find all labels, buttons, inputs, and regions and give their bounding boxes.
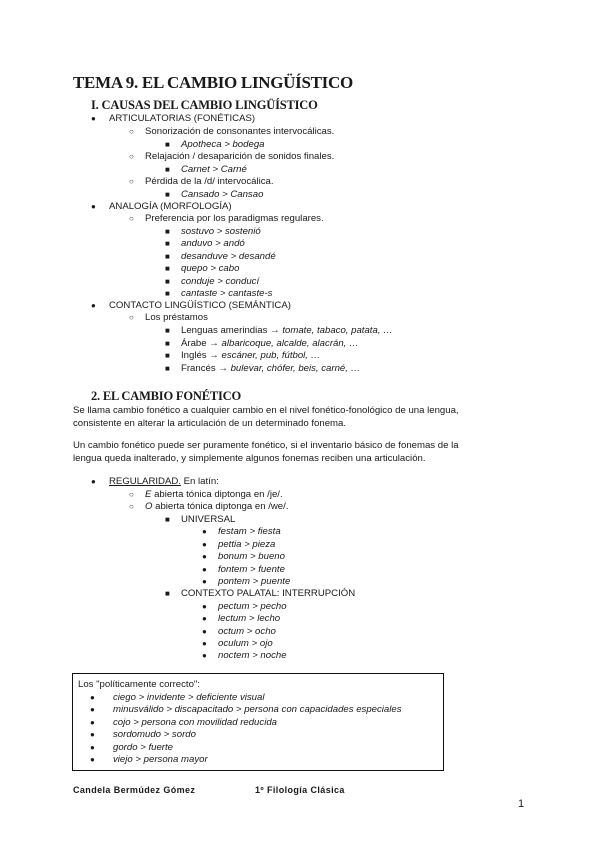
example-item: Apotheca > bodega — [181, 139, 265, 150]
regularidad-row — [109, 476, 219, 488]
note-item: sordomudo > sordo — [113, 729, 196, 740]
circle-bullet-icon: ○ — [129, 214, 134, 223]
vowel-o: O — [145, 501, 153, 512]
list-item: Los préstamos — [145, 312, 208, 323]
loan-words: albaricoque, alcalde, alacrán, … — [221, 338, 359, 349]
bullet-icon: ● — [202, 577, 207, 586]
example-item: desanduve > desandé — [181, 251, 276, 262]
loanword-row — [181, 363, 360, 375]
note-item: cojo > persona con movilidad reducida — [113, 717, 277, 728]
bullet-icon: ● — [202, 565, 207, 574]
example-item: pettia > pieza — [218, 539, 276, 550]
square-bullet-icon: ■ — [165, 277, 170, 286]
example-item: pectum > pecho — [218, 601, 287, 612]
bullet-icon: ● — [202, 627, 207, 636]
loan-source: Árabe → — [181, 338, 219, 349]
bullet-icon: ● — [202, 540, 207, 549]
example-item: noctem > noche — [218, 650, 287, 661]
list-item: Relajación / desaparición de sonidos finales. — [145, 151, 335, 162]
square-bullet-icon: ■ — [165, 239, 170, 248]
bullet-icon: ● — [90, 755, 95, 764]
list-item: Sonorización de consonantes intervocálicas. — [145, 126, 335, 137]
bullet-icon: ● — [202, 651, 207, 660]
square-bullet-icon: ■ — [165, 227, 170, 236]
bullet-icon: ● — [90, 693, 95, 702]
example-item: lectum > lecho — [218, 613, 281, 624]
paragraph-line: Se llama cambio fonético a cualquier cambio en el nivel fonético-fonológico de una lengua, — [73, 405, 459, 416]
example-item: anduvo > andó — [181, 238, 245, 249]
articulatorias-label: ARTICULATORIAS (FONÉTICAS) — [109, 113, 256, 124]
list-item: Preferencia por los paradigmas regulares. — [145, 213, 324, 224]
regularidad-label: REGULARIDAD. — [109, 476, 181, 487]
example-item: cantaste > cantaste-s — [181, 288, 273, 299]
loan-source: Lenguas amerindias → — [181, 325, 280, 336]
example-item: Cansado > Cansao — [181, 189, 264, 200]
bullet-icon: ● — [202, 552, 207, 561]
list-item — [145, 489, 283, 501]
palatal-label: CONTEXTO PALATAL: INTERRUPCIÓN — [181, 588, 356, 599]
bullet-icon: ● — [90, 705, 95, 714]
note-item: minusválido > discapacitado > persona con capacidades especiales — [113, 704, 402, 715]
paragraph-line: consistente en alterar la articulación de un determinado fonema. — [73, 418, 347, 429]
bullet-icon: ● — [202, 639, 207, 648]
loan-source: Francés → — [181, 363, 228, 374]
example-item: Carnet > Carné — [181, 164, 247, 175]
note-item: gordo > fuerte — [113, 742, 174, 753]
example-item: pontem > puente — [218, 576, 291, 587]
square-bullet-icon: ■ — [165, 326, 170, 335]
note-item: viejo > persona mayor — [113, 754, 208, 765]
bullet-icon: ● — [90, 743, 95, 752]
section-2-heading: 2. EL CAMBIO FONÉTICO — [91, 389, 241, 403]
vowel-o-rest: abierta tónica diptonga en /we/. — [152, 501, 289, 512]
square-bullet-icon: ■ — [165, 140, 170, 149]
analogia-label: ANALOGÍA (MORFOLOGÍA) — [109, 201, 232, 212]
square-bullet-icon: ■ — [165, 339, 170, 348]
regularidad-suffix: En latín: — [180, 476, 219, 487]
contacto-label: CONTACTO LINGÜÍSTICO (SEMÁNTICA) — [109, 300, 291, 311]
square-bullet-icon: ■ — [165, 589, 170, 598]
example-item: conduje > conducí — [181, 276, 260, 287]
square-bullet-icon: ■ — [165, 364, 170, 373]
square-bullet-icon: ■ — [165, 252, 170, 261]
page-title: TEMA 9. EL CAMBIO LINGÜÍSTICO — [73, 73, 353, 92]
square-bullet-icon: ■ — [165, 165, 170, 174]
square-bullet-icon: ■ — [165, 264, 170, 273]
example-item: sostuvo > sostenió — [181, 226, 261, 237]
bullet-icon: ● — [91, 202, 96, 211]
paragraph-line: Un cambio fonético puede ser puramente fonético, si el inventario básico de fonemas de la — [73, 440, 459, 451]
example-item: quepo > cabo — [181, 263, 240, 274]
bullet-icon: ● — [202, 602, 207, 611]
list-item: Pérdida de la /d/ intervocálica. — [145, 176, 274, 187]
loan-words: escáner, pub, fútbol, … — [221, 350, 321, 361]
circle-bullet-icon: ○ — [129, 177, 134, 186]
note-item: ciego > invidente > deficiente visual — [113, 692, 265, 703]
square-bullet-icon: ■ — [165, 351, 170, 360]
bullet-icon: ● — [91, 301, 96, 310]
list-item — [145, 501, 288, 513]
paragraph-line: lengua queda inalterado, y simplemente algunos fonemas reciben una articulación. — [73, 453, 426, 464]
universal-label: UNIVERSAL — [181, 514, 236, 525]
bullet-icon: ● — [91, 477, 96, 486]
loanword-row — [181, 350, 320, 362]
note-box — [72, 673, 444, 771]
loanword-row — [181, 325, 393, 337]
bullet-icon: ● — [202, 527, 207, 536]
circle-bullet-icon: ○ — [129, 152, 134, 161]
circle-bullet-icon: ○ — [129, 127, 134, 136]
square-bullet-icon: ■ — [165, 515, 170, 524]
vowel-e-rest: abierta tónica diptonga en /je/. — [151, 489, 283, 500]
example-item: festam > fiesta — [218, 526, 281, 537]
footer-course: 1º Filología Clásica — [255, 785, 345, 795]
bullet-icon: ● — [90, 718, 95, 727]
bullet-icon: ● — [91, 114, 96, 123]
footer-author: Candela Bermúdez Gómez — [73, 785, 196, 795]
circle-bullet-icon: ○ — [129, 313, 134, 322]
example-item: bonum > bueno — [218, 551, 285, 562]
loan-words: bulevar, chófer, beis, carné, … — [230, 363, 361, 374]
example-item: octum > ocho — [218, 626, 276, 637]
loanword-row — [181, 338, 359, 350]
circle-bullet-icon: ○ — [129, 490, 134, 499]
square-bullet-icon: ■ — [165, 190, 170, 199]
section-1-heading: I. CAUSAS DEL CAMBIO LINGÜÍSTICO — [91, 98, 318, 112]
example-item: fontem > fuente — [218, 564, 285, 575]
example-item: oculum > ojo — [218, 638, 273, 649]
page-number: 1 — [518, 798, 525, 810]
bullet-icon: ● — [90, 730, 95, 739]
bullet-icon: ● — [202, 614, 207, 623]
loan-source: Inglés → — [181, 350, 219, 361]
vowel-e: E — [145, 489, 152, 500]
note-heading: Los "políticamente correcto": — [78, 679, 200, 690]
loan-words: tomate, tabaco, patata, … — [282, 325, 393, 336]
square-bullet-icon: ■ — [165, 289, 170, 298]
circle-bullet-icon: ○ — [129, 502, 134, 511]
